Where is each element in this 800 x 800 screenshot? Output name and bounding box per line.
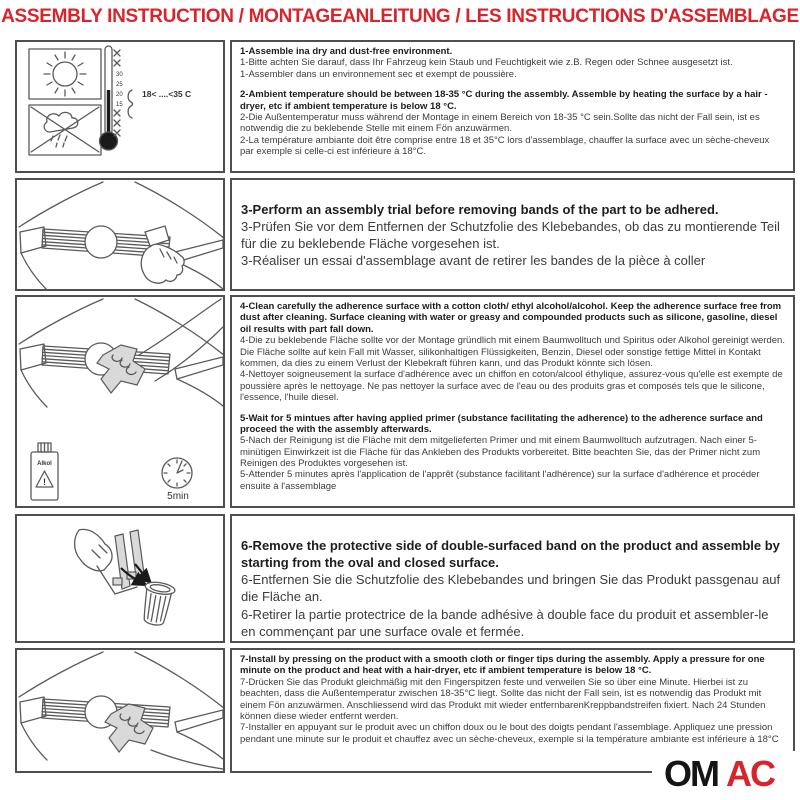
row-remove-band	[15, 514, 795, 643]
omac-logo-black-letters: OM	[664, 753, 718, 793]
step-1-de: 1-Bitte achten Sie darauf, dass Ihr Fahrzeug kein Staub und Feuchtigkeit wie z.B. Regen oder Schnee ausgesetzt ist.	[240, 57, 733, 69]
no-rain-icon	[31, 107, 99, 152]
step-7-fr: 7-Installer en appuyant sur le produit avec un chiffon doux ou le bout des doigts pendant l'assemblage. Appliquez une pression pendant une minute sur le produit et chauffez avec un sèche-cheveux, exemple si la température ambiante est inférieure à 18°C	[240, 722, 779, 745]
instructions-steps-1-2	[230, 40, 795, 173]
step-4-de: 4-Die zu beklebende Fläche sollte vor der Montage gründlich mit einem Baumwolltuch und Spiritus oder Alkohol gereinigt werden. Die Fläche sollte auf kein Fall mit Wasser, silikonhaltigen Flüssigkeiten, Benzin, Diesel oder sonstige fettige Mittel in Kontakt kommen, da dies zu einem Verlust der Klebekraft führen kann, und das Produkt könnte sich lösen.	[240, 335, 785, 369]
instructions-step-6	[230, 514, 795, 643]
step-7-en: 7-Install by pressing on the product with a smooth cloth or finger tips during the assembly. Apply a pressure for one minute on the product and heat with a hair-dryer, etc if ambient temperature is below 18 °C.	[240, 654, 765, 677]
step-2-fr: 2-La température ambiante doit être comprise entre 18 et 35°C lors d'assemblage, chauffer la surface avec un sèche-cheveux par exemple si celle-ci est inférieure à 18°C.	[240, 134, 770, 158]
step-6-fr: 6-Retirer la partie protectrice de la bande adhésive à double face du produit et assembler-le en commençant par une surface ovale et fermée.	[241, 606, 769, 639]
instructions-step-3	[230, 178, 795, 291]
step-3-fr: 3-Réaliser un essai d'assemblage avant de retirer les bandes de la pièce à coller	[241, 253, 706, 269]
step-6-de: 6-Entfernen Sie die Schutzfolie des Klebebandes und bringen Sie das Produkt passgenau auf die Fläche an.	[241, 572, 781, 605]
step-1-en: 1-Assemble ina dry and dust-free environment.	[240, 46, 453, 57]
page-title: ASSEMBLY INSTRUCTION / MONTAGEANLEITUNG / LES INSTRUCTIONS D'ASSEMBLAGE	[1, 6, 799, 27]
arm-line	[151, 750, 223, 769]
trash-can-icon	[139, 580, 176, 627]
strips-trash-drawing	[17, 516, 223, 641]
step-4-en: 4-Clean carefully the adherence surface with a cotton cloth/ ethyl alcohol/alcohol. Keep the adherence surface free from dust after cleaning. Surface cleaning with water or greasy and compounded products such as silicone, gasoline, diesel oil results with part fall down.	[240, 301, 782, 335]
step-5-de: 5-Nach der Reinigung ist die Fläche mit dem mitgelieferten Primer und mit einem Baumwolltuch aufzutragen. Nach einer 5-minütigen Einwirkzeit ist die Fläche für das Ankleben des Produkts vorbereitet. Bitte beachten Sie, das der Primer nicht zum Reinigen des Produktes vorgesehen ist.	[240, 435, 761, 470]
scale-15: 15	[116, 102, 123, 108]
alcohol-bottle-icon	[31, 443, 58, 500]
clock-icon	[162, 458, 192, 502]
scale-20: 20	[116, 92, 123, 98]
peeling-hand-icon	[141, 226, 184, 283]
grille-clean-drawing	[17, 297, 223, 506]
footer	[652, 751, 798, 795]
step-1	[240, 46, 785, 80]
step-2-de: 2-Die Außentemperatur muss während der Montage in einem Bereich von 18-35 °C sein.Sollte das nicht der Fall sein, ist es notwendig die zu beklebende Stelle mit einem Fön anzuwärmen.	[240, 111, 760, 135]
illustration-press	[15, 648, 225, 773]
row-environment	[15, 40, 795, 173]
illustration-cleaning	[15, 295, 225, 508]
sun-icon	[44, 52, 86, 96]
illustration-discard-band	[15, 514, 225, 643]
thermometer-range-label: 18< ....<35 C	[142, 89, 192, 99]
row-trial-fit	[15, 178, 795, 291]
grille-peel-drawing	[17, 180, 223, 289]
step-2-en: 2-Ambient temperature should be between 18-35 °C during the assembly. Assemble by heating the surface by a hair -dryer, etc if ambient temperature is below 18 °C.	[240, 89, 768, 112]
illustration-climate	[15, 40, 225, 173]
bottle-label: Alkol	[37, 461, 52, 467]
step-7-de: 7-Drücken Sie das Produkt gleichmäßig mit den Fingerspitzen feste und verweilen Sie so über eine Minute. Hierbei ist zu beachten, dass die Außentemperatur zwischen 18-35°C liegt. Sollte das nicht der Fall sein, ist es notwendig das Produkt mit einem Fön anzuwärmen. Anschliessend wird das Produkt mit wieder entfernbarenKreppbandstreifen fixiert. Nach 24 Stunden können diese wieder entfernt werden.	[240, 676, 766, 722]
omac-logo-red-letters: AC	[726, 753, 774, 793]
climate-drawing	[17, 42, 223, 171]
step-3-en: 3-Perform an assembly trial before removing bands of the part to be adhered.	[241, 202, 719, 217]
omac-logo	[660, 753, 798, 793]
thermometer-icon	[100, 46, 192, 150]
peeling-hand-icon	[75, 529, 112, 570]
step-5-fr: 5-Attender 5 minutes après l'application de l'apprêt (substance facilitant l'adhérence) sur la surface d'adhérence et procéder ensuite à l'assemblage	[240, 469, 760, 492]
step-6-en: 6-Remove the protective side of double-surfaced band on the product and assemble by starting from the oval and closed surface.	[241, 538, 780, 571]
wait-time-label: 5min	[167, 491, 189, 502]
step-6	[241, 537, 783, 640]
step-5-en: 5-Wait for 5 mintues after having applied primer (substance facilitating the adherence) to the adherence surface and proceed the with the assembly afterwards.	[240, 412, 763, 435]
instructions-steps-4-5	[230, 295, 795, 508]
step-1-fr: 1-Assembler dans un environnement sec et exempt de poussière.	[240, 68, 517, 80]
step-2	[240, 89, 785, 157]
step-5	[240, 413, 785, 493]
illustration-peel-band	[15, 178, 225, 291]
step-4	[240, 301, 785, 404]
grille-press-drawing	[17, 650, 223, 771]
step-3-de: 3-Prüfen Sie vor dem Entfernen der Schutzfolie des Klebebandes, ob das zu montierende Teil für die zu beklebende Fläche vorgesehen ist.	[241, 219, 780, 252]
bottle-warning-mark: !	[43, 477, 46, 487]
step-4-fr: 4-Nettoyer soigneusement la surface d'adhérence avec un chiffon en coton/alcool éthylique, assurez-vous qu'elle est exempte de poussière après le nettoyage. Ne pas nettoyer la surface avec de l'eau ou des produits gras et composés tels que le silicone, l'essence, l'huile diesel.	[240, 369, 783, 404]
row-cleaning	[15, 295, 795, 508]
step-3	[241, 201, 783, 270]
scale-25: 25	[116, 82, 123, 88]
scale-30: 30	[116, 72, 123, 78]
step-7	[240, 654, 785, 745]
